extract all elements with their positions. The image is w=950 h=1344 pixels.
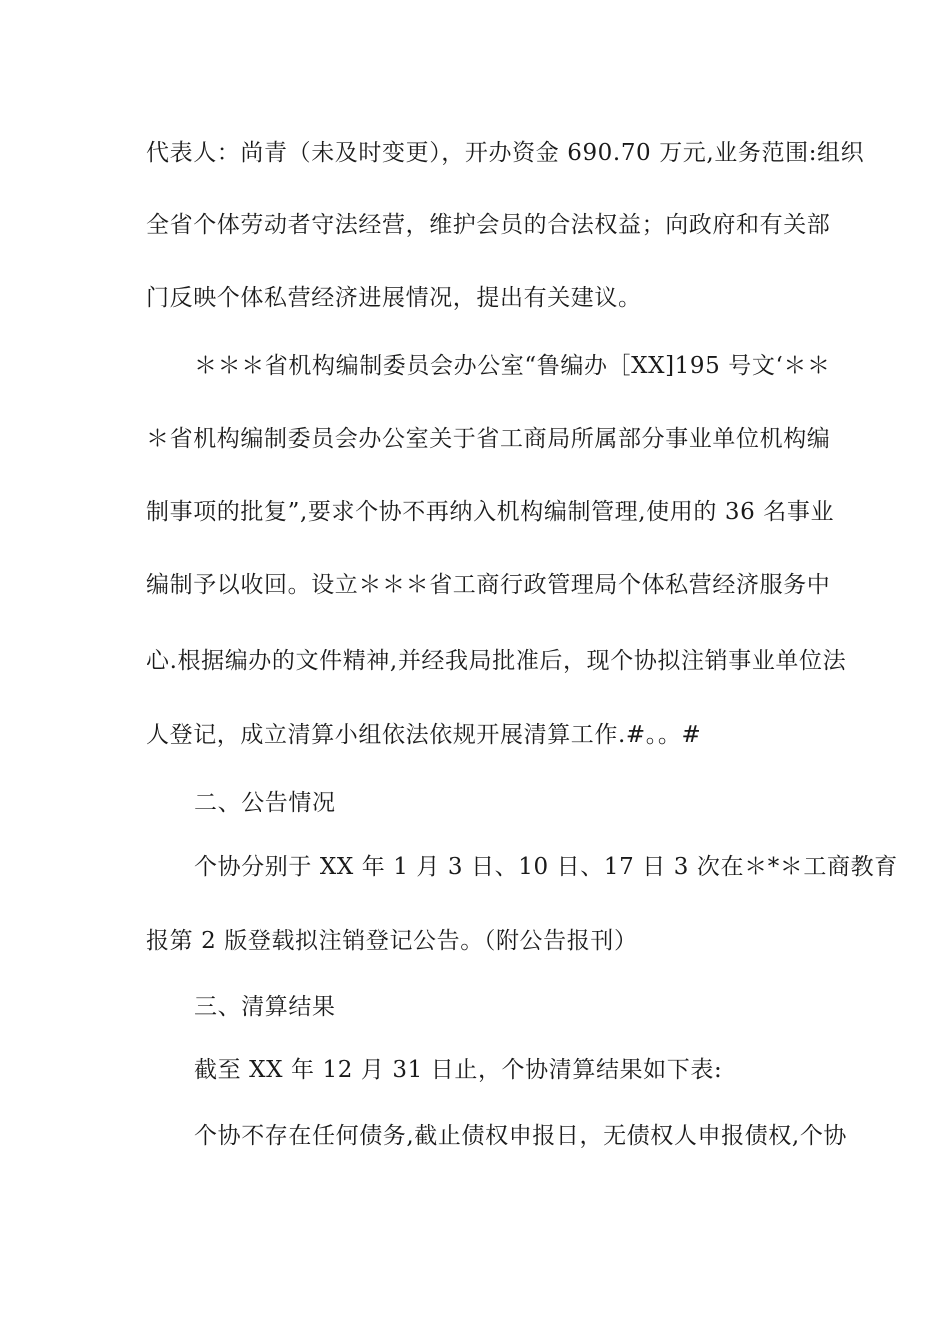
paragraph-line: 代表人：尚青（未及时变更），开办资金 690.70 万元,业务范围:组织	[146, 140, 865, 166]
paragraph-line: 个协不存在任何债务,截止债权申报日，无债权人申报债权,个协	[194, 1123, 848, 1149]
paragraph-line: 心.根据编办的文件精神,并经我局批准后，现个协拟注销事业单位法	[146, 648, 847, 674]
section-heading: 二、公告情况	[194, 790, 336, 816]
paragraph-line: 门反映个体私营经济进展情况，提出有关建议。	[146, 285, 642, 311]
paragraph-line: 个协分别于 XX 年 1 月 3 日、10 日、17 日 3 次在＊*＊工商教育	[194, 854, 898, 880]
paragraph-line: ＊省机构编制委员会办公室关于省工商局所属部分事业单位机构编	[146, 426, 831, 452]
paragraph-line: 报第 2 版登载拟注销登记公告。（附公告报刊）	[146, 928, 638, 954]
section-heading: 三、清算结果	[194, 994, 336, 1020]
paragraph-line: 人登记，成立清算小组依法依规开展清算工作.#。。#	[146, 722, 702, 748]
paragraph-line: 全省个体劳动者守法经营，维护会员的合法权益；向政府和有关部	[146, 212, 831, 238]
paragraph-line: ＊＊＊省机构编制委员会办公室“鲁编办［XX]195 号文‘＊＊	[194, 353, 831, 379]
paragraph-line: 制事项的批复”,要求个协不再纳入机构编制管理,使用的 36 名事业	[146, 499, 835, 525]
paragraph-line: 编制予以收回。设立＊＊＊省工商行政管理局个体私营经济服务中	[146, 572, 831, 598]
paragraph-line: 截至 XX 年 12 月 31 日止，个协清算结果如下表:	[194, 1057, 723, 1083]
